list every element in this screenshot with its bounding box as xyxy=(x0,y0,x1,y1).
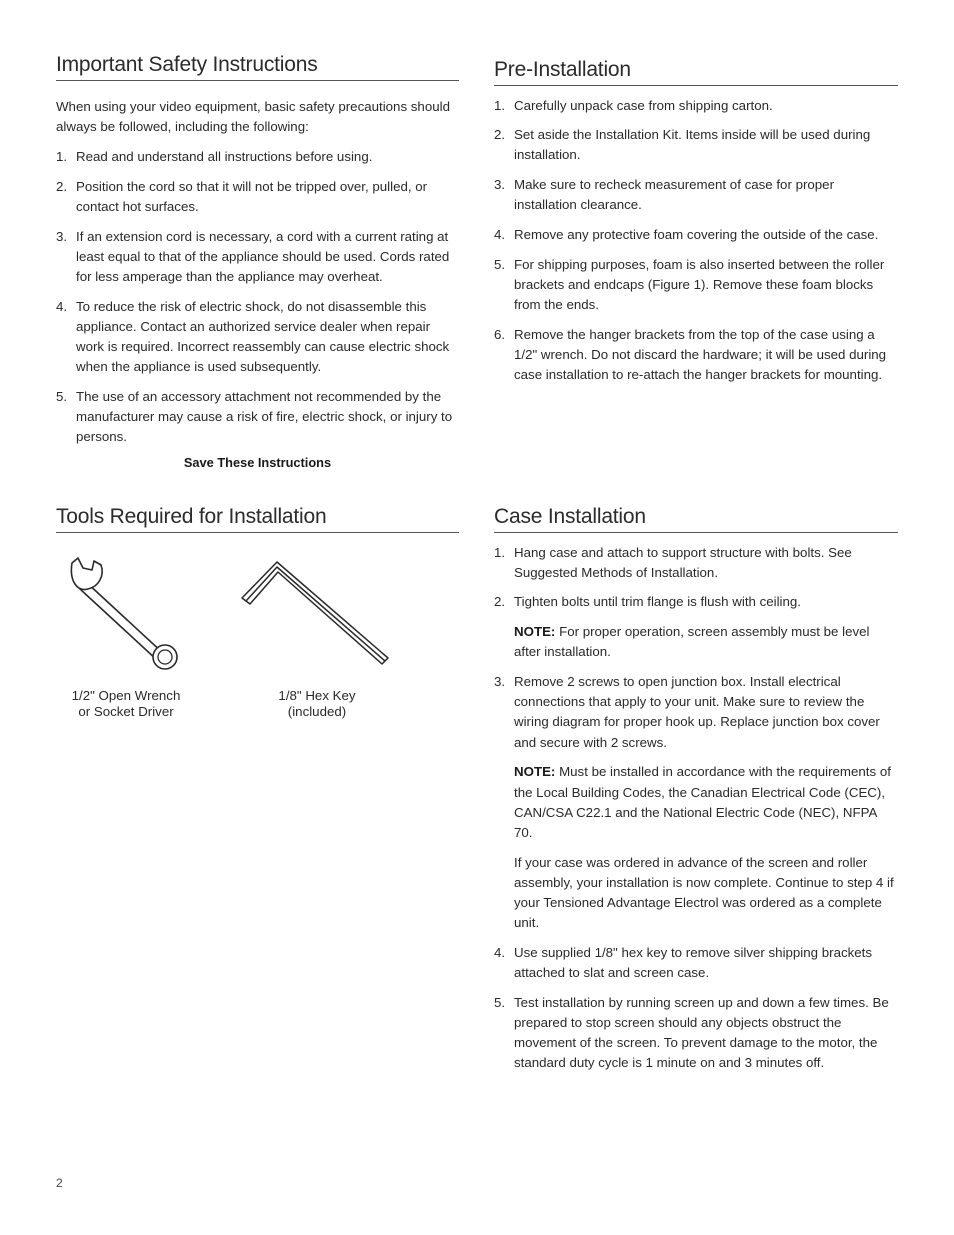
list-item: 4. Remove any protective foam covering the outside of the case. xyxy=(494,227,879,243)
list-item: 2. Tighten bolts until trim flange is flush with ceiling. NOTE: For proper operation, screen assembly must be level after installation. xyxy=(494,592,898,662)
safety-list xyxy=(56,147,459,448)
list-item: 4. To reduce the risk of electric shock, do not disassemble this appliance. Contact an authorized service dealer when repair work is required. Incorrect reassembly can cause electric shock when the appliance is used subsequently. xyxy=(56,298,450,375)
list-item: 2. Position the cord so that it will not be tripped over, pulled, or contact hot surfaces. xyxy=(56,178,428,214)
list-item: 6. Remove the hanger brackets from the top of the case using a 1/2" wrench. Do not discard the hardware; it will be used during case installation to re-attach the hanger brackets for mounting. xyxy=(494,326,887,383)
pre-installation-list xyxy=(494,96,898,386)
safety-title: Important Safety Instructions xyxy=(56,52,459,81)
wrench-caption: 1/2" Open Wrench or Socket Driver xyxy=(71,688,181,719)
list-item: 4. Use supplied 1/8" hex key to remove silver shipping brackets attached to slat and screen case. xyxy=(494,944,873,981)
list-item: 5. The use of an accessory attachment not recommended by the manufacturer may cause a risk of fire, electric shock, or injury to persons. xyxy=(56,388,453,445)
tools-title: Tools Required for Installation xyxy=(56,504,459,533)
case-installation-list xyxy=(494,543,898,1074)
note: NOTE: For proper operation, screen assembly must be level after installation. xyxy=(514,624,870,660)
page-number: 2 xyxy=(56,1176,63,1190)
open-wrench-icon xyxy=(64,554,194,676)
list-item: 1. Carefully unpack case from shipping carton. xyxy=(494,97,773,113)
safety-section xyxy=(56,52,459,470)
list-item: 5. For shipping purposes, foam is also inserted between the roller brackets and endcaps (Figure 1). Remove these foam blocks from the ends. xyxy=(494,256,885,313)
list-item: 1. Read and understand all instructions before using. xyxy=(56,148,373,164)
list-item: 5. Test installation by running screen up and down a few times. Be prepared to stop screen should any objects obstruct the movement of the screen. To prevent damage to the motor, the standard duty cycle is 1 minute on and 3 minutes off. xyxy=(494,994,889,1071)
pre-installation-section xyxy=(494,57,898,385)
tools-section xyxy=(56,504,459,734)
case-installation-section xyxy=(494,504,898,1074)
list-item: 2. Set aside the Installation Kit. Items inside will be used during installation. xyxy=(494,127,871,163)
list-item: 1. Hang case and attach to support structure with bolts. See Suggested Methods of Installation. xyxy=(494,544,852,580)
list-item: 3. If an extension cord is necessary, a cord with a current rating at least equal to that of the appliance should be used. Cords rated for less amperage than the appliance may overheat. xyxy=(56,228,450,284)
note: NOTE: Must be installed in accordance with the requirements of the Local Building Codes, the Canadian Electrical Code (CEC), CAN/CSA C22.1 and the National Electric Code (NEC), NFPA 70. xyxy=(514,764,891,840)
safety-intro: When using your video equipment, basic safety precautions should always be followed, including the following: xyxy=(56,99,450,135)
list-item: 3. Make sure to recheck measurement of case for proper installation clearance. xyxy=(494,177,835,213)
pre-installation-title: Pre-Installation xyxy=(494,57,898,86)
case-installation-title: Case Installation xyxy=(494,504,898,533)
hex-key-caption: 1/8" Hex Key (included) xyxy=(278,688,356,719)
list-item: 3. Remove 2 screws to open junction box. Install electrical connections that apply to your unit. Make sure to review the wiring diagram for proper hook up. Replace junction box cover and secure with 2 screws. NOTE: Must be installed in accordance with the requirements of the Local Building Codes, the Canadian Electrical Code (CEC), CAN/CSA C22.1 and the National Electric Code (NEC), NFPA 70. If your case was ordered in advance of the screen and roller assembly, your installation is now complete. Continue to step 4 if your Tensioned Advantage Electrol was ordered as a complete unit. xyxy=(494,672,898,933)
hex-key-icon xyxy=(240,560,394,666)
save-instructions-label: Save These Instructions xyxy=(183,454,332,470)
